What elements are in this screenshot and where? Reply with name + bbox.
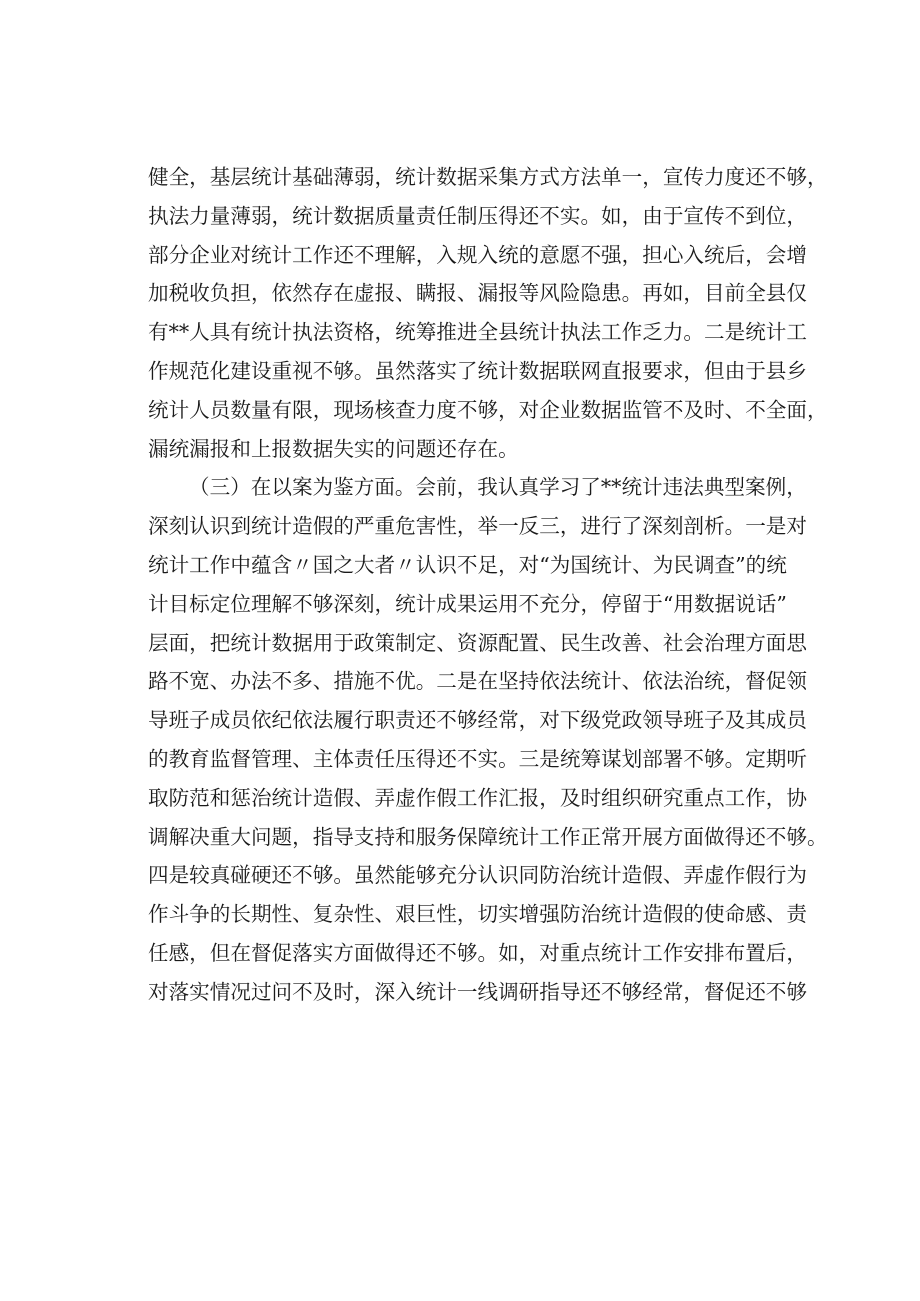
text-line-indented: （三）在以案为鉴方面。会前，我认真学习了**统计违法典型案例， xyxy=(189,475,807,500)
paragraph-1 xyxy=(148,158,828,468)
text-line: 对落实情况过问不及时，深入统计一线调研指导还不够经常，督促还不够 xyxy=(148,979,807,1004)
text-line: 作规范化建设重视不够。虽然落实了统计数据联网直报要求，但由于县乡 xyxy=(148,358,807,383)
text-line: 作斗争的长期性、复杂性、艰巨性，切实增强防治统计造假的使命感、责 xyxy=(148,902,807,927)
text-line: 四是较真碰硬还不够。虽然能够充分认识同防治统计造假、弄虚作假行为 xyxy=(148,863,807,888)
text-line: 执法力量薄弱，统计数据质量责任制压得还不实。如，由于宣传不到位， xyxy=(148,203,807,228)
text-line: 的教育监督管理、主体责任压得还不实。三是统筹谋划部署不够。定期听 xyxy=(148,746,807,771)
text-line: 漏统漏报和上报数据失实的问题还存在。 xyxy=(148,436,519,461)
document-body xyxy=(148,158,828,1012)
text-line: 加税收负担，依然存在虚报、瞒报、漏报等风险隐患。再如，目前全县仅 xyxy=(148,281,807,306)
text-line: 路不宽、办法不多、措施不优。二是在坚持依法统计、依法治统，督促领 xyxy=(148,669,807,694)
text-line: 调解决重大问题，指导支持和服务保障统计工作正常开展方面做得还不够。 xyxy=(148,824,828,849)
text-line: 部分企业对统计工作还不理解，入规入统的意愿不强，担心入统后，会增 xyxy=(148,242,807,267)
text-line: 深刻认识到统计造假的严重危害性，举一反三，进行了深刻剖析。一是对 xyxy=(148,514,807,539)
text-line: 取防范和惩治统计造假、弄虚作假工作汇报，及时组织研究重点工作，协 xyxy=(148,785,807,810)
text-line: 层面，把统计数据用于政策制定、资源配置、民生改善、社会治理方面思 xyxy=(148,630,807,655)
text-line: 有**人具有统计执法资格，统筹推进全县统计执法工作乏力。二是统计工 xyxy=(148,320,807,345)
text-line: 统计工作中蕴含〃国之大者〃认识不足，对“为国统计、为民调查”的统 xyxy=(148,552,787,577)
text-line: 导班子成员依纪依法履行职责还不够经常，对下级党政领导班子及其成员 xyxy=(148,708,807,733)
text-line: 统计人员数量有限，现场核查力度不够，对企业数据监管不及时、不全面， xyxy=(148,397,828,422)
text-line: 计目标定位理解不够深刻，统计成果运用不充分，停留于“用数据说话” xyxy=(148,591,787,616)
paragraph-2 xyxy=(148,468,828,1011)
text-line: 任感，但在督促落实方面做得还不够。如，对重点统计工作安排布置后， xyxy=(148,940,807,965)
text-line: 健全，基层统计基础薄弱，统计数据采集方式方法单一，宣传力度还不够， xyxy=(148,165,828,189)
